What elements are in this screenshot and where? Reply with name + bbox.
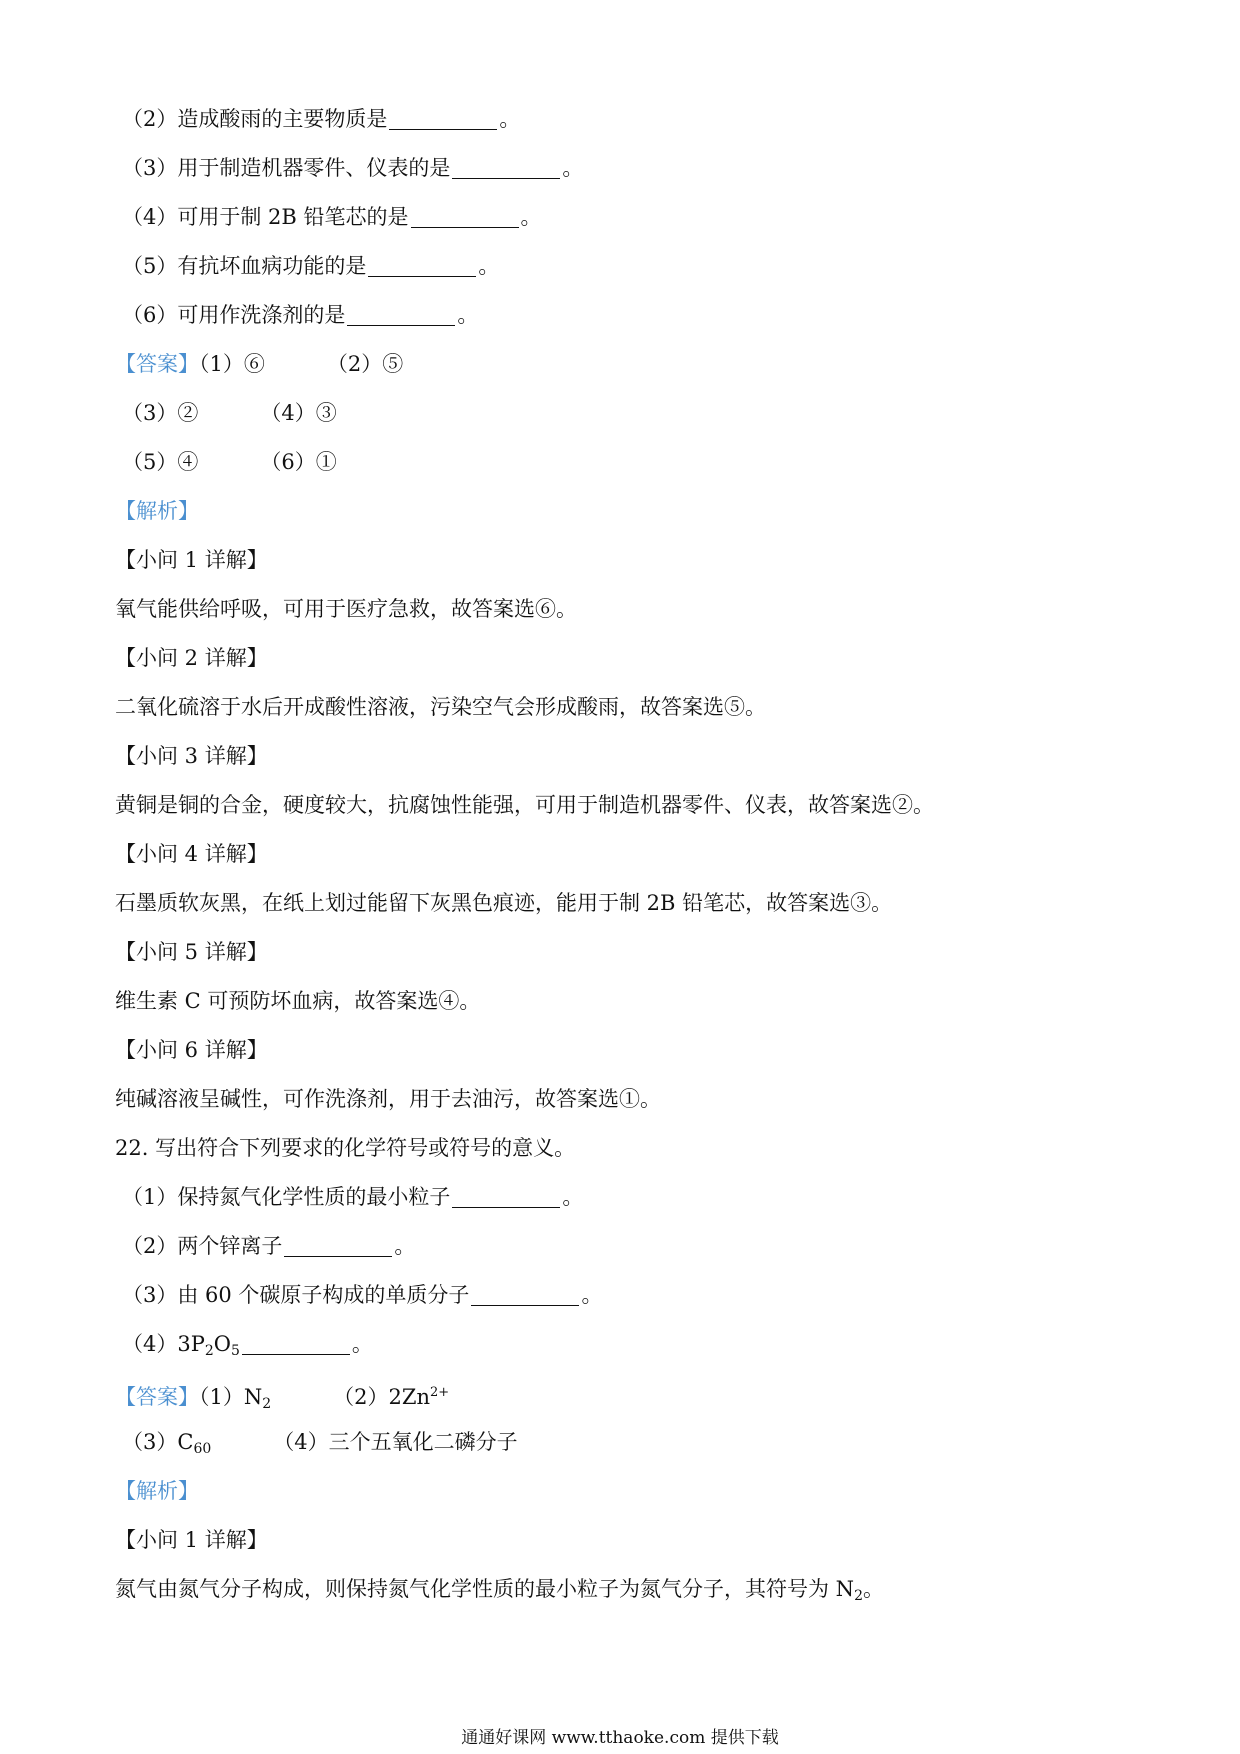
q21-detail-head-3: 【小问 3 详解】 [115, 744, 268, 768]
q21-detail-text-6: 纯碱溶液呈碱性，可作洗涤剂，用于去油污，故答案选①。 [115, 1087, 661, 1111]
q21-detail-text-5: 维生素 C 可预防坏血病，故答案选④。 [115, 989, 481, 1013]
q21-detail-text-2: 二氧化硫溶于水后开成酸性溶液，污染空气会形成酸雨，故答案选⑤。 [115, 695, 766, 719]
q22-answer-line-2: $(3)C_{60}$ （4）三个五氧化二磷分子 [122, 1430, 518, 1457]
q21-detail-head-1: 【小问 1 详解】 [115, 548, 268, 572]
q21-detail-head-2: 【小问 2 详解】 [115, 646, 268, 670]
q22-answer-line-1: 【答案】$(1)N_2$ $(2)2Zn^{2+}$ [115, 1385, 450, 1412]
q21-item-3: （3）用于制造机器零件、仪表的是 。 [122, 156, 584, 180]
q21-item-2: （2）造成酸雨的主要物质是 。 [122, 107, 521, 131]
q22-detail-text-1: 氮气由氮气分子构成，则保持氮气化学性质的最小粒子为氮气分子，其符号为 $N_2$。 [115, 1577, 884, 1604]
q22-detail-head-1: 【小问 1 详解】 [115, 1528, 268, 1552]
answer-blank [389, 107, 497, 130]
q22-item-4: $(4)3P_2O_5$ 。 [122, 1332, 373, 1359]
answer-tag: 【答案】 [115, 352, 199, 376]
q21-item-6: （6）可用作洗涤剂的是 。 [122, 303, 479, 327]
q21-item-5: （5）有抗坏血病功能的是 。 [122, 254, 500, 278]
page-footer: 通通好课网 www.tthaoke.com 提供下载 [461, 1728, 779, 1748]
answer-blank [347, 303, 455, 326]
q21-detail-head-6: 【小问 6 详解】 [115, 1038, 268, 1062]
answer-blank [242, 1332, 350, 1355]
q22-item-1: （1）保持氮气化学性质的最小粒子 。 [122, 1185, 584, 1209]
q21-answer-line-1: 【答案】（1）⑥ （2）⑤ [115, 352, 404, 376]
q22-analysis-tag: 【解析】 [115, 1479, 199, 1503]
answer-blank [452, 156, 560, 179]
q21-detail-text-1: 氧气能供给呼吸，可用于医疗急救，故答案选⑥。 [115, 597, 577, 621]
answer-blank [284, 1234, 392, 1257]
q22-title: 22. 写出符合下列要求的化学符号或符号的意义。 [115, 1136, 576, 1160]
answer-blank [471, 1283, 579, 1306]
answer-blank [452, 1185, 560, 1208]
answer-blank [368, 254, 476, 277]
q21-analysis-tag: 【解析】 [115, 499, 199, 523]
answer-blank [411, 205, 519, 228]
q21-answer-line-2: （3）② （4）③ [122, 401, 337, 425]
q21-detail-head-4: 【小问 4 详解】 [115, 842, 268, 866]
q21-detail-text-3: 黄铜是铜的合金，硬度较大，抗腐蚀性能强，可用于制造机器零件、仪表，故答案选②。 [115, 793, 934, 817]
q21-detail-text-4: 石墨质软灰黑，在纸上划过能留下灰黑色痕迹，能用于制 2B 铅笔芯，故答案选③。 [115, 891, 893, 915]
q22-item-2: （2）两个锌离子 。 [122, 1234, 416, 1258]
q21-detail-head-5: 【小问 5 详解】 [115, 940, 268, 964]
answer-tag: 【答案】 [115, 1385, 199, 1409]
q21-item-4: （4）可用于制 2B 铅笔芯的是 。 [122, 205, 542, 229]
q21-answer-line-3: （5）④ （6）① [122, 450, 337, 474]
q22-item-3: （3）由 60 个碳原子构成的单质分子 。 [122, 1283, 603, 1307]
